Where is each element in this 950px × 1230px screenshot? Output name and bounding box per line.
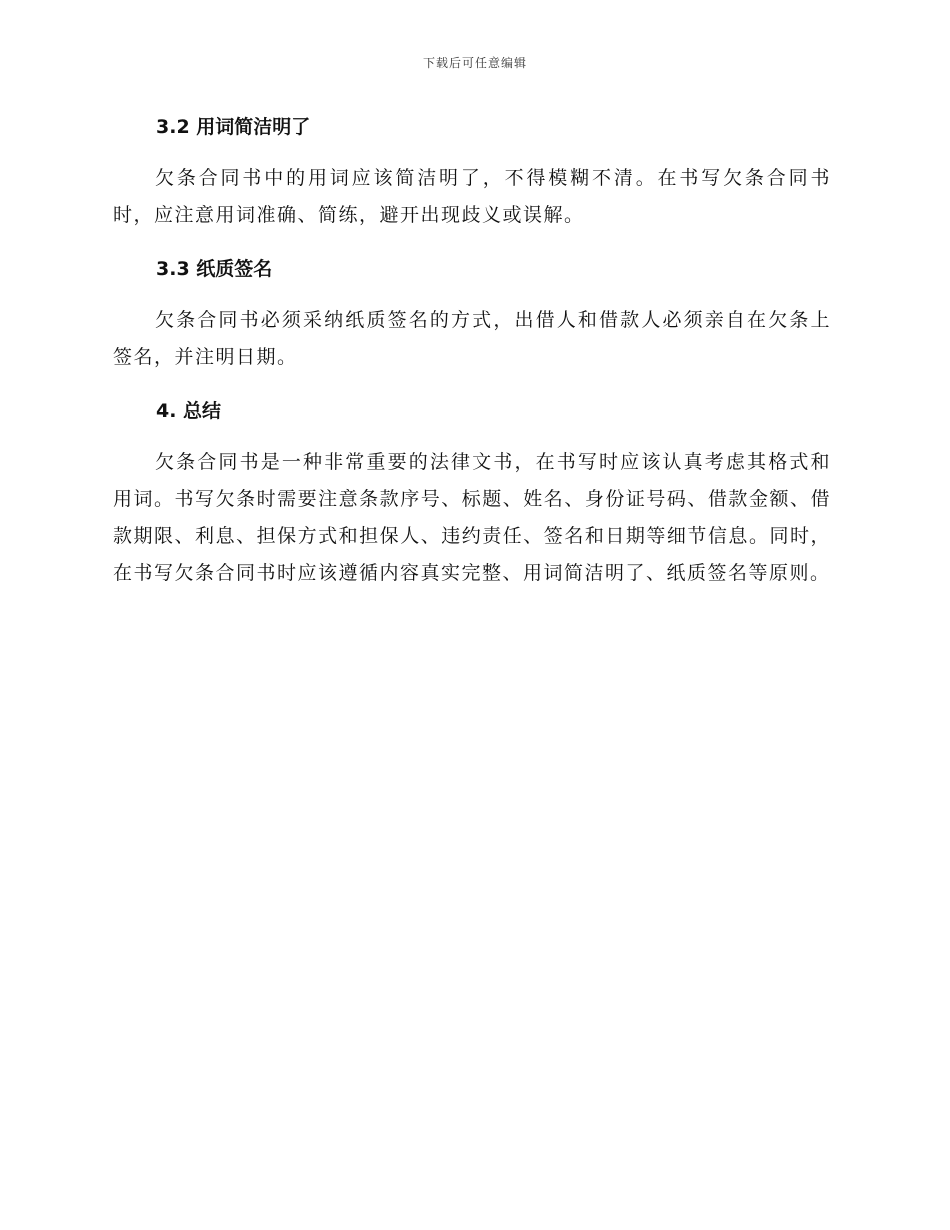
- section-paragraph-4: 欠条合同书是一种非常重要的法律文书，在书写时应该认真考虑其格式和用词。书写欠条时需要注意条款序号、标题、姓名、身份证号码、借款金额、借款期限、利息、担保方式和担保人、违约责任、签名和日期等细节信息。同时，在书写欠条合同书时应该遵循内容真实完整、用词简洁明了、纸质签名等原则。: [113, 451, 831, 584]
- section-paragraph-3-2: 欠条合同书中的用词应该简洁明了，不得模糊不清。在书写欠条合同书时，应注意用词准确、简练，避开出现歧义或误解。: [113, 167, 831, 226]
- section-heading-3-3: 3.3 纸质签名: [156, 258, 273, 280]
- section-paragraph-3-3: 欠条合同书必须采纳纸质签名的方式，出借人和借款人必须亲自在欠条上签名，并注明日期。: [113, 309, 831, 368]
- document-body: [113, 110, 831, 592]
- section-heading-3-2: 3.2 用词简洁明了: [156, 116, 311, 138]
- section-heading-4: 4. 总结: [156, 400, 222, 422]
- header-note: 下载后可任意编辑: [422, 56, 527, 70]
